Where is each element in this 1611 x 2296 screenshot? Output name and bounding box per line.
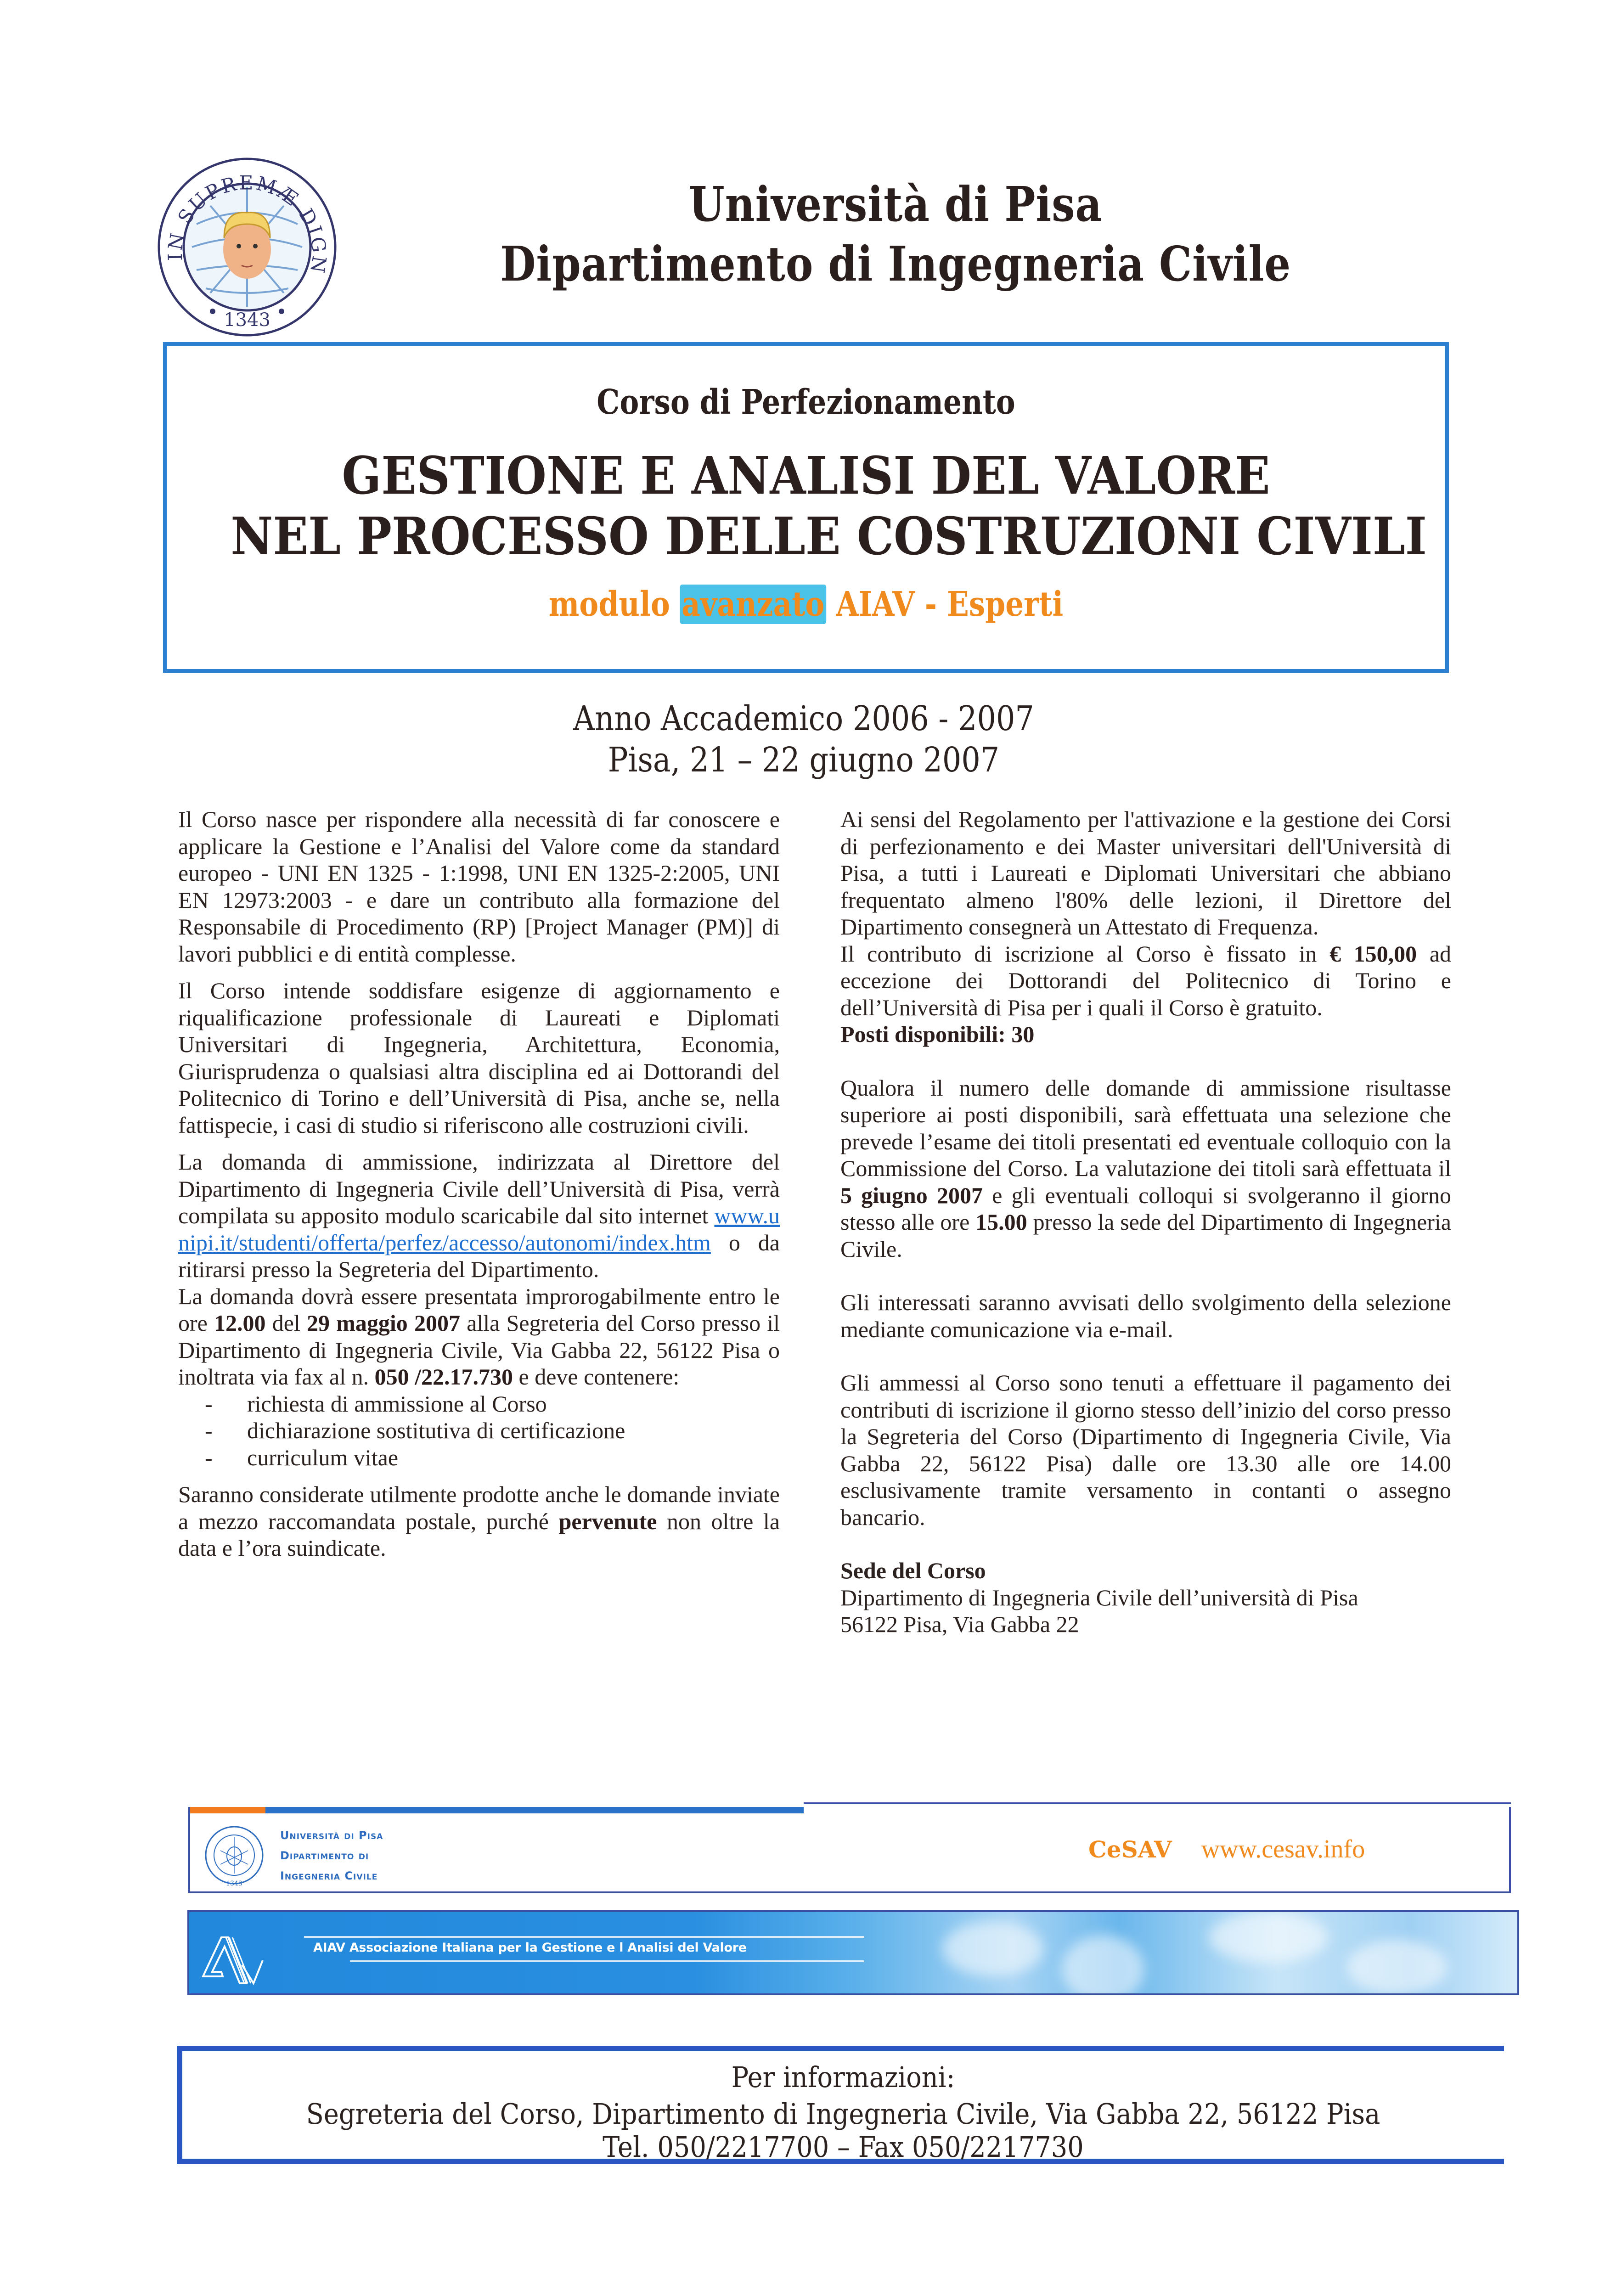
requirement-item: - richiesta di ammissione al Corso xyxy=(178,1390,780,1418)
dept-logo-discipline: Ingegneria Civile xyxy=(280,1869,378,1882)
info-box xyxy=(177,2046,1504,2164)
cesav-name: CeSAV xyxy=(1088,1836,1172,1863)
application-paragraph xyxy=(178,1148,780,1283)
interview-time: 15.00 xyxy=(975,1209,1027,1235)
banner-rule-bottom xyxy=(350,1960,864,1962)
postal-bold: pervenute xyxy=(558,1508,657,1534)
fee-text-end: ad eccezione dei Dottorandi del Politecnico di Torino e dell’Università di Pisa per i quali il Corso è gratuito. xyxy=(840,940,1452,1020)
university-seal xyxy=(155,155,339,339)
requirements-list xyxy=(178,1390,780,1471)
aiav-banner xyxy=(187,1910,1519,1995)
date-block xyxy=(413,698,1194,781)
university-name: Università di Pisa xyxy=(688,176,1103,232)
fee-amount: € 150,00 xyxy=(1329,940,1417,967)
info-address: Segreteria del Corso, Dipartimento di Ingegneria Civile, Via Gabba 22, 56122 Pisa xyxy=(306,2097,1380,2131)
fee-paragraph xyxy=(840,940,1451,1021)
info-phone-fax: Tel. 050/2217700 – Fax 050/2217730 xyxy=(603,2130,1084,2164)
application-form-link[interactable]: www.unipi.it/studenti/offerta/perfez/accesso/autonomi/index.htm xyxy=(178,1203,780,1255)
selection-text-3: presso la sede del Dipartimento di Ingegneria Civile. xyxy=(840,1209,1452,1262)
deadline-date: 29 maggio 2007 xyxy=(307,1310,460,1336)
right-column xyxy=(840,806,1451,1638)
postal-text-end: non oltre la data e l’ora suindicate. xyxy=(178,1508,780,1561)
venue-title: Sede del Corso xyxy=(840,1558,986,1583)
seal-icon xyxy=(155,155,339,339)
small-seal-icon xyxy=(202,1823,266,1887)
target-audience-paragraph: Il Corso intende soddisfare esigenze di aggiornamento e riqualificazione professionale di Laureati e Diplomati Universitari di Ingegneria, Architettura, Economia, Giurisprudenza o qualsiasi altra disciplina ed ai Dottorandi del Politecnico di Torino e dell’Università di Pisa, anche se, nella fattispecie, i casi di studio si riferiscono alle costruzioni civili. xyxy=(178,978,780,1138)
aiav-banner-text: AIAV Associazione Italiana per la Gestione e l Analisi del Valore xyxy=(313,1941,747,1955)
dept-logo-department: Dipartimento di xyxy=(280,1849,369,1862)
selection-paragraph xyxy=(840,1075,1451,1263)
deadline-text-2: del xyxy=(272,1310,300,1336)
module-highlighted-word: avanzato xyxy=(680,585,826,624)
certificate-paragraph: Ai sensi del Regolamento per l'attivazione e la gestione dei Corsi di perfezionamento e dei Master universitari dell'Università di Pisa, a tutti i Laureati e Diplomati Universitari che abbiano frequentato almeno l'80% delle lezioni, il Direttore del Dipartimento consegnerà un Attestato di Frequenza. xyxy=(840,806,1451,940)
application-text: La domanda di ammissione, indirizzata al Direttore del Dipartimento di Ingegneria Civile dell’Università di Pisa, verrà compilata su apposito modulo scaricabile dal sito internet xyxy=(178,1149,780,1228)
seats-label: Posti disponibili: 30 xyxy=(840,1021,1035,1047)
venue-line-2: 56122 Pisa, Via Gabba 22 xyxy=(840,1611,1079,1637)
postal-paragraph xyxy=(178,1481,780,1562)
module-suffix: AIAV - Esperti xyxy=(836,585,1064,624)
course-title-box xyxy=(163,342,1449,673)
course-title-line-1: GESTIONE E ANALISI DEL VALORE xyxy=(342,446,1270,506)
intro-paragraph: Il Corso nasce per rispondere alla necessità di far conoscere e applicare la Gestione e l’Analisi del Valore come da standard europeo - UNI EN 1325 - 1:1998, UNI EN 1325-2:2005, UNI EN 12973:2003 - e dare un contributo alla formazione del Responsabile di Procedimento (RP) [Project Manager (PM)] di lavori pubblici e di entità complesse. xyxy=(178,806,780,967)
aiav-av-logo-icon xyxy=(201,1933,265,1988)
course-kind: Corso di Perfezionamento xyxy=(597,383,1015,422)
module-line xyxy=(263,585,1349,624)
dept-logo-seal xyxy=(202,1823,266,1887)
svg-text:1343: 1343 xyxy=(226,1880,242,1887)
requirement-item: - dichiarazione sostitutiva di certificazione xyxy=(178,1417,780,1444)
selection-date: 5 giugno 2007 xyxy=(840,1182,983,1208)
application-text-end: o da ritirarsi presso la Segreteria del Dipartimento. xyxy=(178,1229,780,1282)
fee-text: Il contributo di iscrizione al Corso è fissato in xyxy=(840,940,1317,967)
left-column xyxy=(178,806,780,1562)
department-name: Dipartimento di Ingegneria Civile xyxy=(500,236,1291,292)
fax-number: 050 /22.17.730 xyxy=(374,1364,513,1390)
deadline-text: La domanda dovrà essere presentata improrogabilmente entro le ore xyxy=(178,1283,780,1336)
header-titles xyxy=(413,174,1378,294)
deadline-text-3: alla Segreteria del Corso presso il Dipartimento di Ingegneria Civile, Via Gabba 22, 56122 Pisa o inoltrata via fax al n. xyxy=(178,1310,780,1390)
postal-text: Saranno considerate utilmente prodotte anche le domande inviate a mezzo raccomandata postale, purché xyxy=(178,1481,780,1534)
cesav-logo xyxy=(1088,1835,1365,1864)
seal-motto: IN SUPREMÆ DIGN xyxy=(163,171,331,276)
logos-top-line xyxy=(804,1802,1511,1804)
selection-text-2: e gli eventuali colloqui si svolgeranno il giorno stesso alle ore xyxy=(840,1182,1452,1235)
requirement-item: - curriculum vitae xyxy=(178,1444,780,1471)
cesav-url[interactable]: www.cesav.info xyxy=(1201,1835,1365,1863)
deadline-text-4: e deve contenere: xyxy=(518,1364,680,1390)
seats-available xyxy=(840,1021,1451,1048)
deadline-time: 12.00 xyxy=(214,1310,266,1336)
course-title-line-2: NEL PROCESSO DELLE COSTRUZIONI CIVILI xyxy=(231,506,1427,567)
dept-logo-university: Università di Pisa xyxy=(280,1829,383,1842)
venue-line-1: Dipartimento di Ingegneria Civile dell’università di Pisa xyxy=(840,1584,1358,1610)
payment-paragraph: Gli ammessi al Corso sono tenuti a effettuare il pagamento dei contributi di iscrizione il giorno stesso dell’inizio del corso presso la Segreteria del Corso (Dipartimento di Ingegneria Civile, Via Gabba 22, 56122 Pisa) dalle ore 13.30 alle ore 14.00 esclusivamente tramite versamento in contanti o assegno bancario. xyxy=(840,1370,1451,1530)
event-dates: Pisa, 21 – 22 giugno 2007 xyxy=(608,740,1000,780)
banner-rule-top xyxy=(304,1936,864,1938)
academic-year: Anno Accademico 2006 - 2007 xyxy=(573,699,1034,738)
selection-text: Qualora il numero delle domande di ammissione risultasse superiore ai posti disponibili, sarà effettuata una selezione che prevede l’esame dei titoli presentati ed eventuale colloquio con la Commissione del Corso. La valutazione dei titoli sarà effettuata il xyxy=(840,1075,1451,1181)
svg-text:1343: 1343 xyxy=(224,310,270,331)
info-title: Per informazioni: xyxy=(731,2060,955,2094)
module-prefix: modulo xyxy=(548,585,670,624)
deadline-paragraph xyxy=(178,1283,780,1390)
dept-logo-text xyxy=(280,1825,383,1886)
notification-paragraph: Gli interessati saranno avvisati dello svolgimento della selezione mediante comunicazione via e-mail. xyxy=(840,1289,1451,1342)
